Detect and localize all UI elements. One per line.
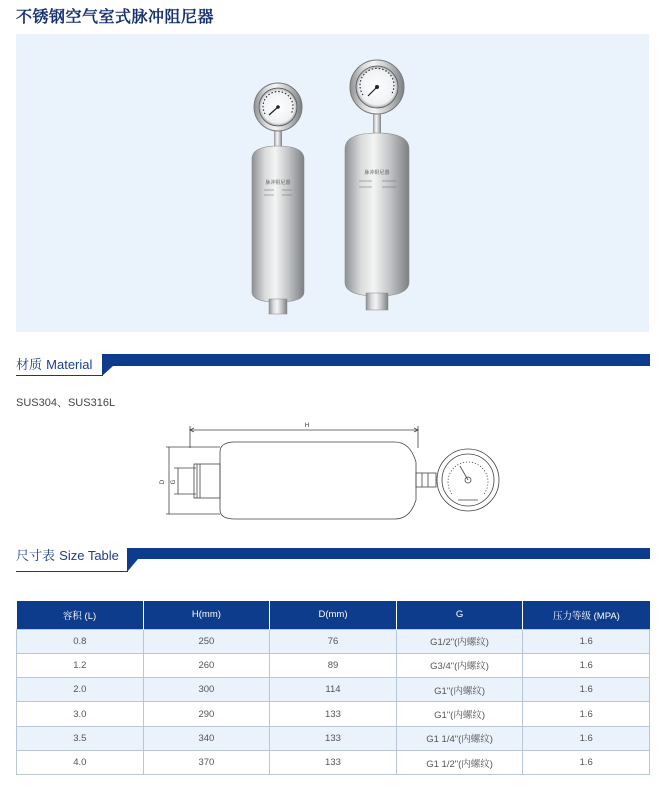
table-row bbox=[17, 678, 650, 702]
header-volume: 容积 (L) bbox=[17, 601, 144, 629]
material-section-header bbox=[16, 354, 650, 376]
cell-h: 260 bbox=[143, 653, 270, 677]
size-section-title bbox=[16, 545, 119, 564]
drawing-d-label: D bbox=[159, 479, 166, 485]
cell-g: G1"(内螺纹) bbox=[396, 678, 523, 702]
technical-drawing bbox=[160, 418, 530, 532]
small-damper-label: 脉冲阻尼器 bbox=[265, 180, 291, 186]
cell-h: 300 bbox=[143, 678, 270, 702]
cell-volume: 2.0 bbox=[17, 678, 144, 702]
header-g: G bbox=[396, 601, 523, 629]
cell-pressure: 1.6 bbox=[523, 702, 650, 726]
cell-g: G1 1/4"(内螺纹) bbox=[396, 726, 523, 750]
material-value: SUS304、SUS316L bbox=[16, 397, 116, 409]
drawing-h-label: H bbox=[304, 422, 310, 429]
cell-pressure: 1.6 bbox=[523, 750, 650, 774]
size-table bbox=[16, 601, 650, 775]
table-row bbox=[17, 653, 650, 677]
cell-volume: 4.0 bbox=[17, 750, 144, 774]
table-row bbox=[17, 629, 650, 653]
size-section-header bbox=[16, 545, 650, 567]
cell-volume: 3.5 bbox=[17, 726, 144, 750]
table-header-row bbox=[17, 601, 650, 629]
cell-g: G1/2"(内螺纹) bbox=[396, 629, 523, 653]
cell-d: 133 bbox=[270, 726, 397, 750]
table-row bbox=[17, 750, 650, 774]
cell-pressure: 1.6 bbox=[523, 678, 650, 702]
cell-pressure: 1.6 bbox=[523, 653, 650, 677]
large-damper bbox=[345, 60, 409, 310]
cell-pressure: 1.6 bbox=[523, 629, 650, 653]
drawing-g-label: G bbox=[170, 479, 177, 485]
header-h: H(mm) bbox=[143, 601, 270, 629]
cell-g: G1 1/2"(内螺纹) bbox=[396, 750, 523, 774]
cell-volume: 0.8 bbox=[17, 629, 144, 653]
cell-g: G3/4"(内螺纹) bbox=[396, 653, 523, 677]
cell-h: 370 bbox=[143, 750, 270, 774]
size-section-title-en: Size Table bbox=[59, 548, 119, 563]
cell-volume: 1.2 bbox=[17, 653, 144, 677]
cell-d: 89 bbox=[270, 653, 397, 677]
section-bar bbox=[16, 354, 650, 376]
material-section-title-cn: 材质 bbox=[16, 358, 43, 373]
cell-pressure: 1.6 bbox=[523, 726, 650, 750]
material-section-title bbox=[16, 354, 92, 373]
cell-d: 76 bbox=[270, 629, 397, 653]
cell-h: 250 bbox=[143, 629, 270, 653]
cell-h: 290 bbox=[143, 702, 270, 726]
product-illustration bbox=[16, 34, 649, 332]
product-photo bbox=[16, 34, 649, 332]
cell-volume: 3.0 bbox=[17, 702, 144, 726]
dimension-drawing bbox=[160, 418, 530, 528]
material-section-title-en: Material bbox=[46, 357, 93, 372]
table-row bbox=[17, 702, 650, 726]
cell-g: G1"(内螺纹) bbox=[396, 702, 523, 726]
size-section-title-cn: 尺寸表 bbox=[16, 549, 56, 564]
cell-d: 133 bbox=[270, 750, 397, 774]
header-d: D(mm) bbox=[270, 601, 397, 629]
small-damper bbox=[252, 83, 304, 314]
page-title: 不锈钢空气室式脉冲阻尼器 bbox=[16, 7, 215, 26]
header-pressure: 压力等级 (MPA) bbox=[523, 601, 650, 629]
large-damper-label: 脉冲阻尼器 bbox=[364, 170, 390, 176]
table-row bbox=[17, 726, 650, 750]
cell-d: 114 bbox=[270, 678, 397, 702]
cell-h: 340 bbox=[143, 726, 270, 750]
cell-d: 133 bbox=[270, 702, 397, 726]
